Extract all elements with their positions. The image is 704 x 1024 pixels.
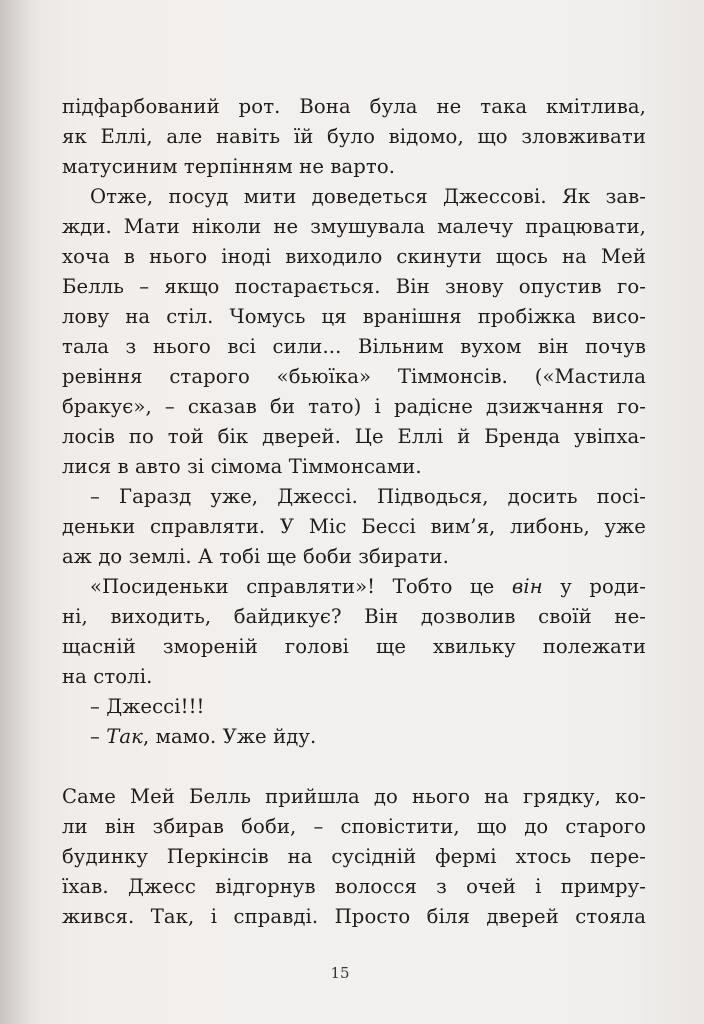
text-line: жди. Мати ніколи не змушувала малечу працювати, (62, 215, 646, 238)
text-line: ревіння старого «бьюїка» Тіммонсів. («Мастила (62, 365, 646, 388)
text-line: ли він збирав боби, – сповістити, що до старого (62, 815, 646, 838)
text-line: хоча в нього іноді виходило скинути щось на Мей (62, 245, 646, 268)
text-line: ні, виходить, байдикує? Він дозволив своїй не- (62, 605, 646, 628)
text-line: їхав. Джесс відгорнув волосся з очей і примру- (62, 875, 646, 898)
text-line: Саме Мей Белль прийшла до нього на грядку, ко- (62, 785, 646, 808)
text-line: деньки справляти. У Міс Бессі вим’я, либонь, уже (62, 515, 646, 538)
text-line: – Гаразд уже, Джессі. Підводься, досить посі- (90, 485, 646, 508)
text-line: аж до землі. А тобі ще боби збирати. (62, 545, 449, 568)
italic-emphasis: Так (106, 725, 143, 748)
text-line: – Так, мамо. Уже йду. (90, 725, 317, 748)
text-line: як Еллі, але навіть їй було відомо, що зловживати (62, 125, 646, 148)
text-line: підфарбований рот. Вона була не така кмітлива, (62, 95, 646, 118)
text-line: лосів по той бік дверей. Це Еллі й Бренда увіпха- (62, 425, 646, 448)
text-line: жився. Так, і справді. Просто біля дверей стояла (62, 905, 646, 928)
spine-shadow (0, 0, 40, 1024)
text-line: лову на стіл. Чомусь ця вранішня пробіжка висо- (62, 305, 646, 328)
text-line: лися в авто зі сімома Тіммонсами. (62, 455, 422, 478)
text-line: Белль – якщо постарається. Він знову опустив го- (62, 275, 646, 298)
text-line: – Джессі!!! (90, 695, 205, 718)
text-line: Отже, посуд мити доведеться Джессові. Як зав- (90, 185, 646, 208)
text-line: тала з нього всі сили... Вільним вухом він почув (62, 335, 646, 358)
text-line: на столі. (62, 665, 153, 688)
page-number: 15 (330, 964, 350, 982)
text-line: «Посиденьки справляти»! Тобто це він у роди- (90, 575, 646, 598)
text-line: бракує», – сказав би тато) і радісне дзижчання го- (62, 395, 646, 418)
text-line: щасній змореній голові ще хвильку полежати (62, 635, 646, 658)
italic-emphasis: він (511, 575, 543, 598)
text-line: будинку Перкінсів на сусідній фермі хтось пере- (62, 845, 646, 868)
text-line: матусиним терпінням не варто. (62, 155, 396, 178)
